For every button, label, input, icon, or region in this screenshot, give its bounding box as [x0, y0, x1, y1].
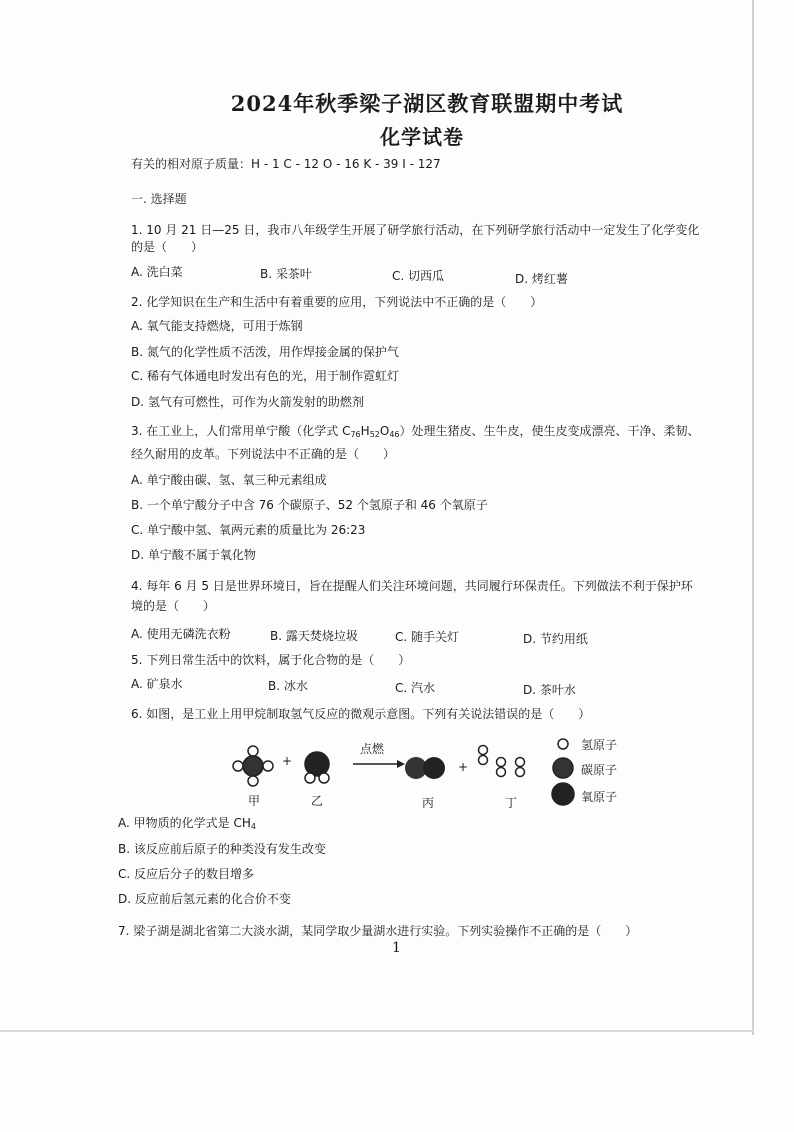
q5-stem: 5. 下列日常生活中的饮料，属于化合物的是（ ） — [131, 653, 411, 667]
label-ding: 丁 — [505, 796, 518, 810]
q6-stem: 6. 如图，是工业上用甲烷制取氢气反应的微观示意图。下列有关说法错误的是（ ） — [131, 707, 591, 721]
oxygen-atom — [305, 752, 329, 776]
q2-option-d: D. 氢气有可燃性，可作为火箭发射的助燃剂 — [131, 395, 364, 409]
q6-option-c: C. 反应后分子的数目增多 — [118, 867, 255, 881]
label-bing: 丙 — [422, 796, 435, 810]
q4-stem-line2: 境的是（ ） — [131, 599, 216, 613]
hydrogen-atom — [319, 773, 329, 783]
reaction-condition: 点燃 — [360, 742, 385, 756]
arrow-head — [397, 760, 405, 768]
molecule-ding — [479, 746, 525, 777]
q5-option-a: A. 矿泉水 — [131, 677, 183, 691]
page-edge-right — [752, 0, 754, 1035]
q3-option-c: C. 单宁酸中氢、氧两元素的质量比为 26:23 — [131, 523, 366, 537]
hydrogen-atom — [305, 773, 315, 783]
q4-option-c: C. 随手关灯 — [395, 630, 460, 644]
q4-option-d: D. 节约用纸 — [523, 632, 588, 646]
q2-stem: 2. 化学知识在生产和生活中有着重要的应用，下列说法中不正确的是（ ） — [131, 295, 543, 309]
hydrogen-atom — [248, 776, 258, 786]
q3-option-a: A. 单宁酸由碳、氢、氧三种元素组成 — [131, 473, 327, 487]
legend-carbon-icon — [553, 758, 573, 778]
legend-oxygen-label: 氧原子 — [581, 790, 618, 804]
hydrogen-atom — [263, 761, 273, 771]
hydrogen-atom — [233, 761, 243, 771]
molecule-jia — [233, 746, 273, 786]
label-yi: 乙 — [311, 794, 324, 808]
exam-subtitle: 化学试卷 — [380, 125, 464, 149]
q1-option-d: D. 烤红薯 — [515, 272, 568, 286]
oxygen-atom — [423, 757, 445, 779]
hydrogen-atom — [516, 768, 525, 777]
label-jia: 甲 — [248, 794, 261, 808]
q5-option-d: D. 茶叶水 — [523, 683, 576, 697]
q6-option-b: B. 该反应前后原子的种类没有发生改变 — [118, 842, 326, 856]
carbon-atom — [243, 756, 263, 776]
q1-stem-line2: 的是（ ） — [131, 240, 204, 254]
plus-sign-2: + — [458, 760, 469, 774]
q1-option-c: C. 切西瓜 — [392, 269, 445, 283]
molecule-bing — [405, 757, 445, 779]
q3-option-b: B. 一个单宁酸分子中含 76 个碳原子、52 个氢原子和 46 个氧原子 — [131, 498, 488, 512]
q2-option-b: B. 氮气的化学性质不活泼，用作焊接金属的保护气 — [131, 345, 399, 359]
q4-option-a: A. 使用无磷洗衣粉 — [131, 627, 231, 641]
q1-stem-line1: 1. 10 月 21 日—25 日，我市八年级学生开展了研学旅行活动，在下列研学旅行活动中一定发生了化学变化 — [131, 223, 700, 237]
legend-hydrogen-icon — [558, 739, 568, 749]
q6-option-d: D. 反应前后氢元素的化合价不变 — [118, 892, 291, 906]
hydrogen-atom — [479, 746, 488, 755]
hydrogen-atom — [516, 758, 525, 767]
q7-stem: 7. 梁子湖是湖北省第二大淡水湖，某同学取少量湖水进行实验。下列实验操作不正确的是（ ） — [118, 924, 638, 938]
legend — [552, 739, 574, 805]
q2-option-a: A. 氧气能支持燃烧，可用于炼钢 — [131, 319, 303, 333]
section-heading: 一. 选择题 — [131, 192, 187, 206]
q5-option-c: C. 汽水 — [395, 681, 436, 695]
page-edge-bottom — [0, 1030, 754, 1032]
q2-option-c: C. 稀有气体通电时发出有色的光，用于制作霓虹灯 — [131, 369, 400, 383]
q4-option-b: B. 露天焚烧垃圾 — [270, 629, 358, 643]
hydrogen-atom — [248, 746, 258, 756]
q3-option-d: D. 单宁酸不属于氧化物 — [131, 548, 256, 562]
plus-sign-1: + — [282, 754, 293, 768]
exam-title: 2024年秋季梁子湖区教育联盟期中考试 — [230, 91, 624, 116]
hydrogen-atom — [497, 758, 506, 767]
molecule-yi — [305, 752, 329, 783]
q3-stem-line1: 3. 在工业上，人们常用单宁酸（化学式 $C_{76}H_{52}O_{46}$）处理生猪皮、生牛皮，使生皮变成漂亮、干净、柔韧、 — [131, 424, 700, 439]
legend-oxygen-icon — [552, 783, 574, 805]
hydrogen-atom — [479, 756, 488, 765]
hydrogen-atom — [497, 768, 506, 777]
q6-option-a: A. 甲物质的化学式是 $CH_4$ — [118, 816, 256, 831]
atomic-masses: 有关的相对原子质量：H - 1 C - 12 O - 16 K - 39 I - 127 — [131, 157, 441, 171]
reaction-diagram — [225, 732, 645, 812]
legend-hydrogen-label: 氢原子 — [581, 738, 618, 752]
q1-option-a: A. 洗白菜 — [131, 265, 183, 279]
q1-option-b: B. 采茶叶 — [260, 267, 312, 281]
page-number: 1 — [392, 940, 401, 956]
legend-carbon-label: 碳原子 — [581, 763, 618, 777]
q5-option-b: B. 冰水 — [268, 679, 308, 693]
q3-stem-line2: 经久耐用的皮革。下列说法中不正确的是（ ） — [131, 447, 396, 461]
q4-stem-line1: 4. 每年 6 月 5 日是世界环境日，旨在提醒人们关注环境问题，共同履行环保责任。下列做法不利于保护环 — [131, 579, 693, 593]
